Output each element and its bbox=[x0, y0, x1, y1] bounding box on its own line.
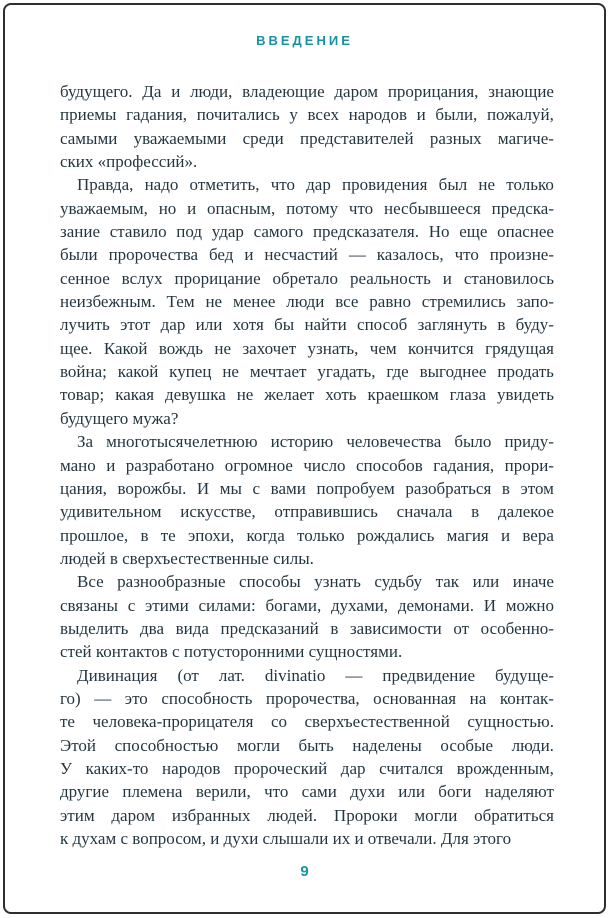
text-line: война; какой купец не мечтает угадать, где выгоднее продать bbox=[60, 362, 554, 382]
text-line: щее. Какой вождь не захочет узнать, чем кончится грядущая bbox=[60, 338, 554, 358]
text-line: те человека-прорицателя со сверхъестественной сущностью. bbox=[60, 712, 554, 732]
text-line: выделить два вида предсказаний в зависимости от особенно- bbox=[60, 618, 554, 638]
text-line: Дивинация (от лат. divinatio — предвидение будуще- bbox=[77, 665, 554, 685]
text-line: уважаемым, но и опасным, потому что несбывшееся предска- bbox=[60, 198, 554, 218]
text-line: Этой способностью могли быть наделены особые люди. bbox=[60, 735, 554, 755]
text-line: зание ставило под удар самого предсказателя. Но еще опаснее bbox=[60, 222, 554, 242]
text-line: товар; какая девушка не желает хоть краешком глаза увидеть bbox=[60, 385, 554, 405]
text-line: были пророчества бед и несчастий — казалось, что произне- bbox=[60, 245, 554, 265]
text-block bbox=[60, 80, 554, 850]
text-line: будущего. Да и люди, владеющие даром прорицания, знающие bbox=[60, 82, 554, 101]
paragraph bbox=[60, 570, 554, 663]
text-line: этим даром избранных людей. Пророки могли обратиться bbox=[60, 805, 554, 825]
text-line: связаны с этими силами: богами, духами, демонами. И можно bbox=[60, 595, 554, 615]
text-line: сенное вслух прорицание обретало реальность и становилось bbox=[60, 268, 554, 288]
text-line: другие племена верили, что сами духи или боги наделяют bbox=[60, 782, 554, 802]
text-line: к духам с вопросом, и духи слышали их и отвечали. Для этого bbox=[60, 829, 512, 848]
text-line: ских «профессий». bbox=[60, 152, 198, 172]
chapter-header: ВВЕДЕНИЕ bbox=[256, 33, 353, 48]
text-line: людей в сверхъестественные силы. bbox=[60, 548, 314, 568]
text-line: Все разнообразные способы узнать судьбу так или иначе bbox=[77, 572, 554, 592]
text-line: приемы гадания, почитались у всех народов и были, пожалуй, bbox=[60, 105, 554, 125]
book-page bbox=[3, 3, 606, 914]
paragraph bbox=[60, 80, 554, 173]
text-line: неизбежным. Тем не менее люди все равно стремились запо- bbox=[60, 292, 554, 312]
text-line: самыми уважаемыми среди представителей разных магиче- bbox=[60, 128, 554, 148]
text-line: будущего мужа? bbox=[60, 408, 179, 428]
text-line: мано и разработано огромное число способов гадания, прори- bbox=[60, 455, 554, 475]
text-line: лучить этот дар или хотя бы найти способ заглянуть в буду- bbox=[60, 315, 554, 335]
text-line: го) — это способность пророчества, основанная на контак- bbox=[60, 688, 554, 708]
text-line: У каких-то народов пророческий дар считался врожденным, bbox=[60, 758, 554, 778]
text-line: удивительном искусстве, отправившись сначала в далекое bbox=[60, 502, 554, 522]
paragraph bbox=[60, 173, 554, 430]
text-line: прошлое, в те эпохи, когда только рождались магия и вера bbox=[60, 525, 554, 545]
text-line: Правда, надо отметить, что дар провидения был не только bbox=[77, 175, 554, 195]
text-line: цания, ворожбы. И мы с вами попробуем разобраться в этом bbox=[60, 478, 554, 498]
paragraph bbox=[60, 664, 554, 851]
paragraph bbox=[60, 430, 554, 570]
page-number: 9 bbox=[300, 863, 309, 880]
text-line: стей контактов с потусторонними сущностями. bbox=[60, 642, 403, 662]
text-line: За многотысячелетнюю историю человечества было приду- bbox=[77, 432, 554, 452]
